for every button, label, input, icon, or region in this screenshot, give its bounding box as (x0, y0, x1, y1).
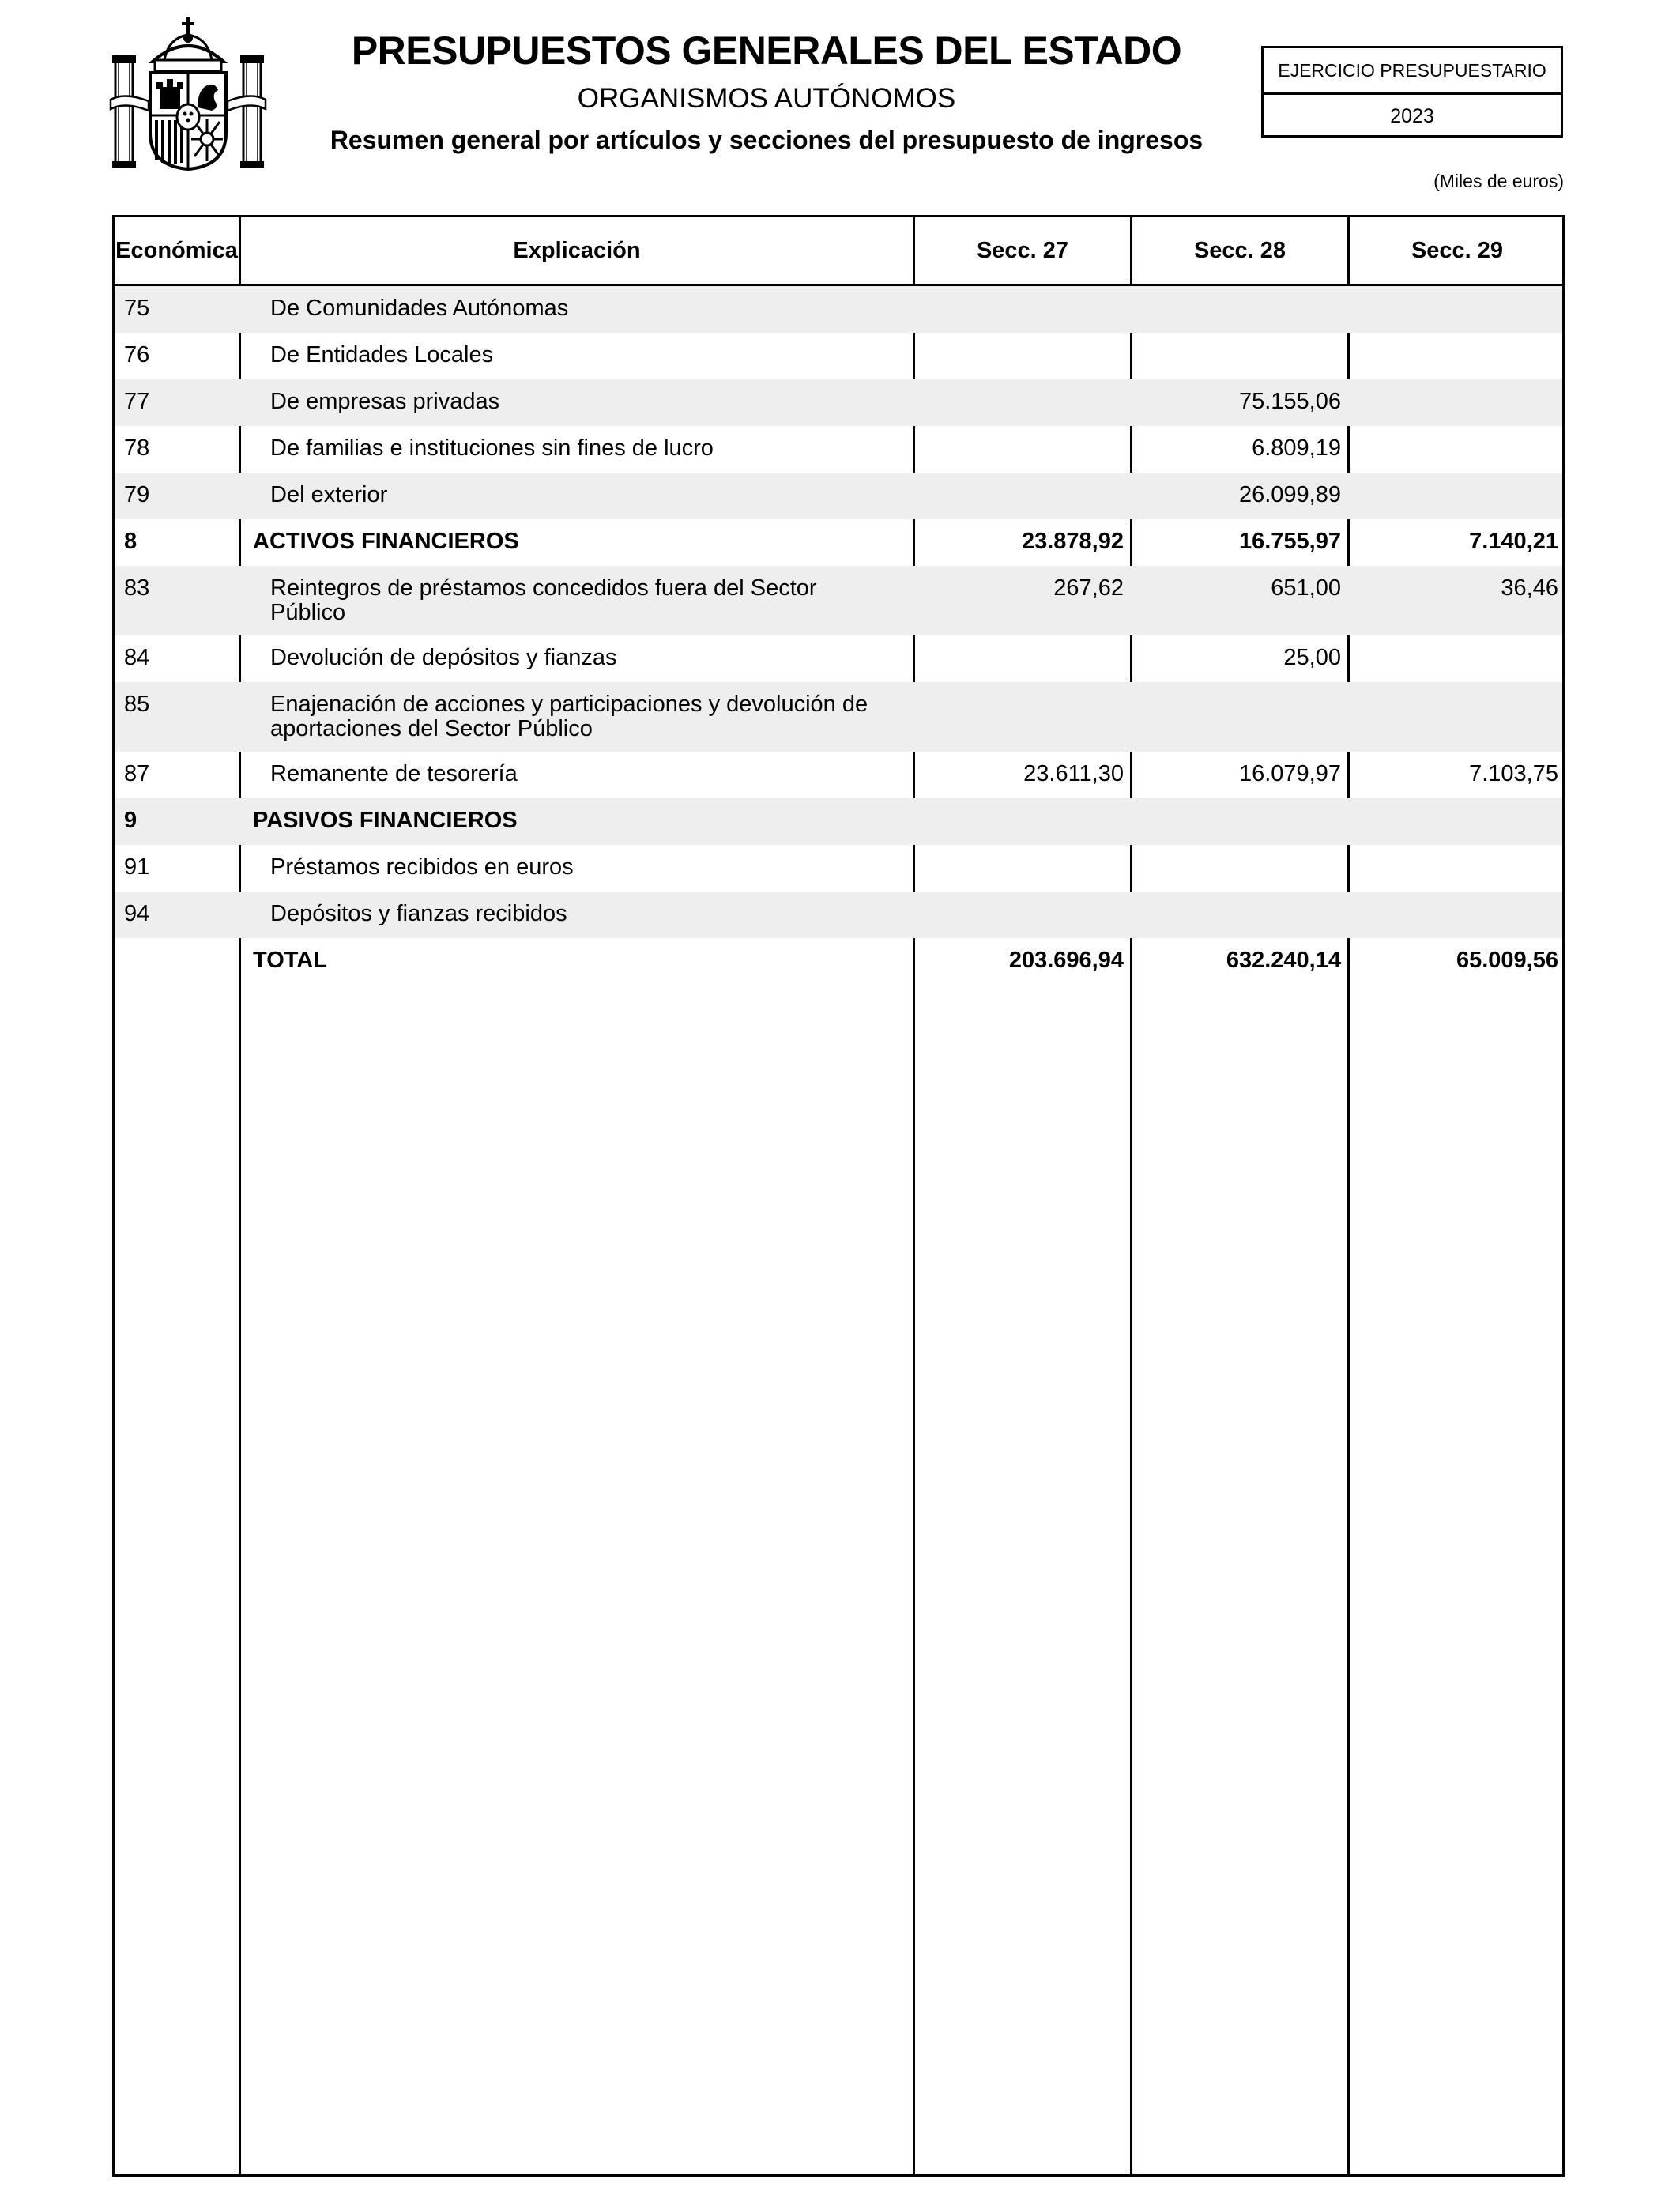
document-description: Resumen general por artículos y secciones del presupuesto de ingresos (330, 126, 1203, 154)
fiscal-year-value: 2023 (1390, 104, 1434, 127)
row-secc-29: 36,46 (1501, 575, 1558, 601)
row-secc-27: 267,62 (1053, 575, 1124, 601)
row-secc-28: 26.099,89 (1238, 482, 1341, 507)
row-description: Enajenación de acciones y participaciones y devolución de aportaciones del Sector Público (270, 692, 868, 741)
row-description: Del exterior (270, 482, 388, 507)
table-row-chapter (115, 519, 1562, 566)
table-row (115, 473, 1562, 519)
row-code: 78 (124, 435, 150, 461)
row-code: 8 (124, 529, 137, 554)
row-secc-28: 16.079,97 (1238, 761, 1341, 786)
row-description: Depósitos y fianzas recibidos (270, 901, 567, 926)
table-header (115, 217, 1562, 286)
row-code: 83 (124, 575, 150, 601)
total-secc-29: 65.009,56 (1456, 948, 1558, 973)
coat-of-arms-emblem (109, 14, 267, 172)
budget-table (112, 215, 1565, 2177)
row-description: Préstamos recibidos en euros (270, 854, 574, 880)
column-header-explicacion: Explicación (513, 237, 641, 263)
fiscal-year-label: EJERCICIO PRESUPUESTARIO (1264, 48, 1561, 95)
row-description: De familias e instituciones sin fines de lucro (270, 435, 714, 461)
table-row (115, 566, 1562, 635)
column-header-secc-27: Secc. 27 (976, 237, 1069, 263)
table-row (115, 379, 1562, 426)
table-row-total (115, 938, 1562, 985)
row-code: 94 (124, 901, 150, 926)
row-description: ACTIVOS FINANCIEROS (253, 529, 519, 554)
total-label: TOTAL (253, 948, 327, 973)
row-code: 87 (124, 761, 150, 786)
table-row (115, 752, 1562, 798)
table-row (115, 682, 1562, 752)
row-code: 9 (124, 808, 137, 833)
column-header-economica: Económica (115, 237, 238, 263)
row-description: De Entidades Locales (270, 342, 494, 368)
table-row (115, 333, 1562, 379)
column-header-secc-29: Secc. 29 (1411, 237, 1504, 263)
row-description: PASIVOS FINANCIEROS (253, 808, 518, 833)
document-header (300, 24, 1233, 158)
row-code: 77 (124, 389, 150, 414)
table-body (115, 286, 1562, 985)
table-row (115, 286, 1562, 333)
row-secc-27: 23.611,30 (1023, 761, 1124, 786)
table-row (115, 845, 1562, 892)
row-description: Devolución de depósitos y fianzas (270, 645, 617, 670)
table-row (115, 426, 1562, 473)
document-title: PRESUPUESTOS GENERALES DEL ESTADO (351, 28, 1182, 73)
row-secc-29: 7.103,75 (1469, 761, 1558, 786)
row-code: 91 (124, 854, 150, 880)
row-code: 79 (124, 482, 150, 507)
total-secc-28: 632.240,14 (1226, 948, 1341, 973)
row-description: De empresas privadas (270, 389, 500, 414)
column-header-secc-28: Secc. 28 (1193, 237, 1286, 263)
row-code: 85 (124, 692, 150, 717)
row-description: Reintegros de préstamos concedidos fuera del Sector Público (270, 575, 817, 625)
row-description: De Comunidades Autónomas (270, 296, 569, 321)
row-code: 84 (124, 645, 150, 670)
table-row (115, 892, 1562, 938)
fiscal-year-box (1261, 46, 1563, 138)
row-code: 76 (124, 342, 150, 368)
row-secc-28: 16.755,97 (1238, 529, 1341, 554)
total-secc-27: 203.696,94 (1008, 948, 1124, 973)
table-row (115, 635, 1562, 682)
row-secc-28: 651,00 (1271, 575, 1341, 601)
units-note: (Miles de euros) (1433, 171, 1564, 191)
document-subtitle: ORGANISMOS AUTÓNOMOS (577, 83, 956, 114)
row-secc-28: 25,00 (1283, 645, 1341, 670)
row-secc-28: 75.155,06 (1238, 389, 1341, 414)
row-secc-28: 6.809,19 (1252, 435, 1341, 461)
row-secc-29: 7.140,21 (1469, 529, 1558, 554)
row-secc-27: 23.878,92 (1021, 529, 1124, 554)
table-row-chapter (115, 798, 1562, 845)
row-code: 75 (124, 296, 150, 321)
row-description: Remanente de tesorería (270, 761, 518, 786)
